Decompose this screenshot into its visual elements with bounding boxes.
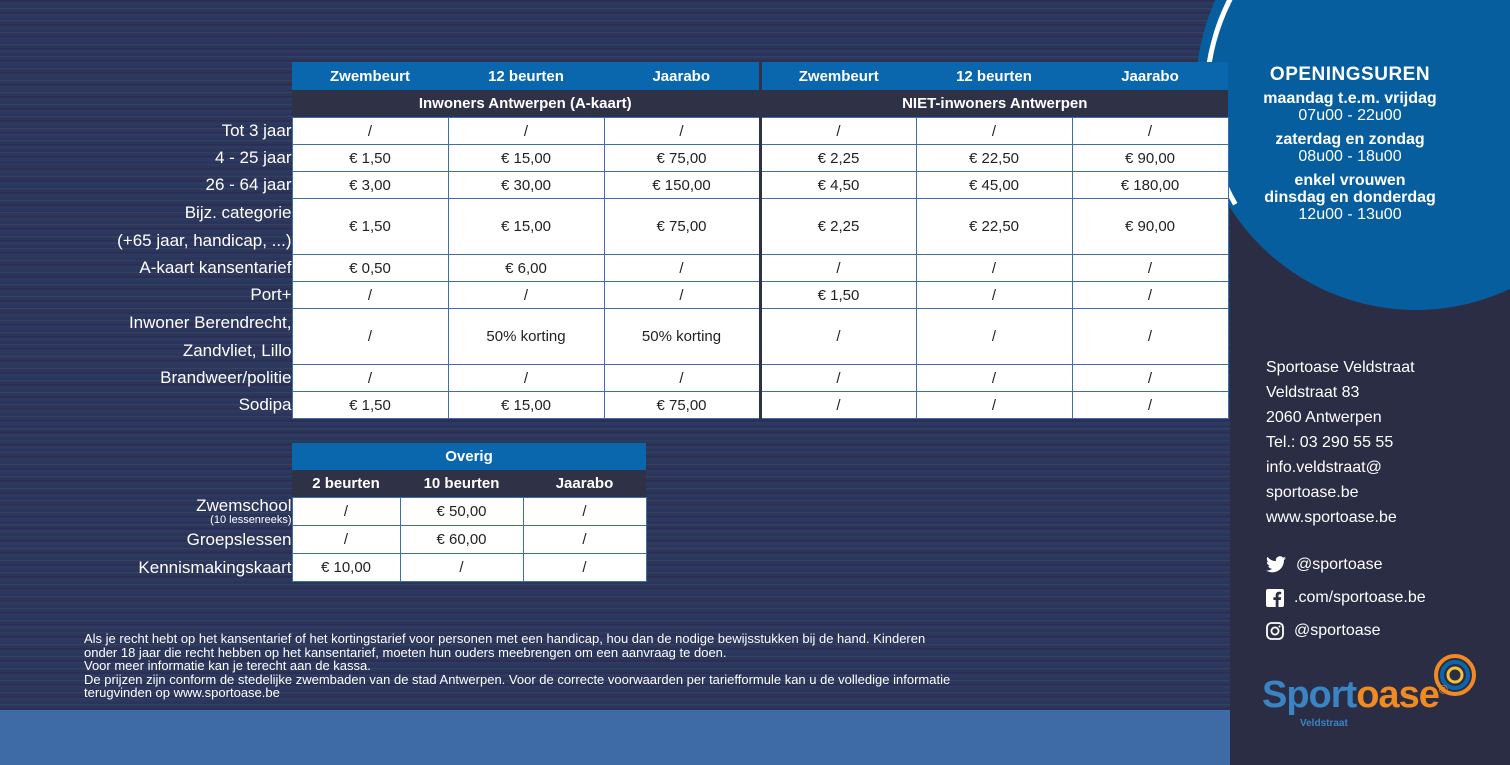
price-row	[84, 392, 1228, 419]
price-cell: € 45,00	[916, 172, 1072, 199]
price-cell: /	[760, 255, 916, 282]
col-header: Jaarabo	[604, 62, 760, 90]
price-cell: /	[448, 118, 604, 145]
row-label	[84, 392, 292, 419]
price-cell: € 2,25	[760, 145, 916, 172]
price-cell: € 90,00	[1072, 199, 1228, 255]
logo-sport: Sport	[1262, 674, 1357, 716]
row-label	[84, 199, 292, 255]
contact-info	[1266, 355, 1415, 530]
price-cell: /	[1072, 365, 1228, 392]
price-row	[84, 145, 1228, 172]
price-cell: /	[292, 365, 448, 392]
price-cell: /	[760, 392, 916, 419]
hours-label-weekdays: maandag t.e.m. vrijdag	[1263, 90, 1437, 107]
hours-value-weekdays: 07u00 - 22u00	[1298, 107, 1402, 124]
price-cell: /	[292, 282, 448, 309]
price-cell: /	[400, 554, 523, 582]
col-header: Jaarabo	[1072, 62, 1228, 90]
price-cell: /	[448, 365, 604, 392]
extra-row	[84, 526, 646, 554]
price-cell: € 75,00	[604, 199, 760, 255]
price-cell: /	[916, 309, 1072, 365]
facebook-link[interactable]	[1266, 581, 1426, 614]
price-cell: € 0,50	[292, 255, 448, 282]
price-cell: 50% korting	[604, 309, 760, 365]
note-line: Als je recht hebt op het kansentarief of het kortingstarief voor personen met een handicap, hou dan de nodige bewijsstukken bij de hand. Kinderen	[84, 631, 926, 646]
price-cell: /	[523, 526, 646, 554]
logo-subtitle: Veldstraat	[1300, 718, 1348, 729]
price-cell: € 90,00	[1072, 145, 1228, 172]
price-cell: € 4,50	[760, 172, 916, 199]
price-cell: /	[1072, 255, 1228, 282]
contact-city: 2060 Antwerpen	[1266, 409, 1382, 426]
row-label-line: Zandvliet, Lillo	[182, 340, 292, 360]
col-header: 12 beurten	[916, 62, 1072, 90]
price-cell: /	[292, 498, 400, 526]
corner	[84, 62, 292, 90]
price-cell: € 50,00	[400, 498, 523, 526]
price-cell: /	[916, 118, 1072, 145]
price-cell: € 1,50	[292, 145, 448, 172]
corner	[84, 443, 292, 470]
row-label	[84, 554, 292, 582]
instagram-icon	[1266, 622, 1284, 640]
price-cell: € 15,00	[448, 199, 604, 255]
price-cell: € 1,50	[292, 199, 448, 255]
price-cell: /	[916, 255, 1072, 282]
note-line: Voor meer informatie kan je terecht aan de kassa.	[84, 658, 371, 673]
logo-mark: ®	[1438, 682, 1447, 697]
contact-email-1[interactable]: info.veldstraat@	[1266, 459, 1382, 476]
row-label-line: A-kaart kansentarief	[139, 258, 292, 277]
price-cell: € 15,00	[448, 145, 604, 172]
contact-website[interactable]: www.sportoase.be	[1266, 509, 1397, 526]
twitter-handle: @sportoase	[1296, 555, 1383, 573]
price-cell: /	[916, 392, 1072, 419]
corner	[84, 90, 292, 118]
group-header-residents: Inwoners Antwerpen (A-kaart)	[292, 90, 760, 118]
row-label-line: Brandweer/politie	[160, 368, 292, 387]
hours-label-women-days: dinsdag en donderdag	[1264, 189, 1436, 206]
price-cell: /	[604, 118, 760, 145]
price-cell: /	[523, 554, 646, 582]
price-row	[84, 199, 1228, 255]
row-sublabel: (10 lessenreeks)	[210, 513, 292, 526]
row-label	[84, 495, 292, 526]
instagram-link[interactable]	[1266, 614, 1426, 647]
price-cell: /	[1072, 118, 1228, 145]
opening-hours-title: OPENINGSUREN	[1269, 64, 1431, 85]
price-cell: € 180,00	[1072, 172, 1228, 199]
hours-label-women: enkel vrouwen	[1294, 172, 1406, 189]
price-row	[84, 309, 1228, 365]
price-cell: € 1,50	[760, 282, 916, 309]
row-label-line: Groepslessen	[186, 529, 292, 549]
row-label-line: Kennismakingskaart	[138, 557, 292, 577]
price-cell: /	[292, 118, 448, 145]
price-cell: € 150,00	[604, 172, 760, 199]
price-cell: /	[916, 282, 1072, 309]
row-label-line: Inwoner Berendrecht,	[128, 312, 292, 332]
row-label-line: Port+	[250, 285, 292, 304]
extra-row	[84, 498, 646, 526]
price-cell: 50% korting	[448, 309, 604, 365]
row-label	[84, 145, 292, 172]
contact-street: Veldstraat 83	[1266, 384, 1360, 401]
price-row	[84, 255, 1228, 282]
col-header: Zwembeurt	[760, 62, 916, 90]
row-label	[84, 172, 292, 199]
row-label-line: (+65 jaar, handicap, ...)	[117, 230, 292, 250]
note-line: terugvinden op www.sportoase.be	[84, 685, 280, 700]
row-label	[84, 526, 292, 554]
price-cell: /	[604, 365, 760, 392]
instagram-handle: @sportoase	[1294, 621, 1381, 639]
price-cell: /	[1072, 392, 1228, 419]
price-cell: /	[1072, 309, 1228, 365]
price-cell: /	[448, 282, 604, 309]
price-row	[84, 172, 1228, 199]
col-header: Jaarabo	[523, 470, 646, 498]
price-cell: € 75,00	[604, 145, 760, 172]
price-row	[84, 118, 1228, 145]
row-label	[84, 118, 292, 145]
row-label	[84, 255, 292, 282]
price-row	[84, 282, 1228, 309]
bottom-band	[0, 710, 1230, 765]
row-label-line: Sodipa	[238, 395, 292, 414]
contact-phone: Tel.: 03 290 55 55	[1266, 434, 1394, 451]
price-cell: € 22,50	[916, 145, 1072, 172]
extra-title: Overig	[292, 443, 646, 470]
price-cell: /	[916, 365, 1072, 392]
opening-hours	[1232, 64, 1468, 230]
note-line: onder 18 jaar die recht hebben op het kansentarief, moeten hun ouders meebrengen om een aanvraag te doen.	[84, 644, 727, 660]
extra-price-table	[84, 443, 647, 582]
twitter-icon	[1266, 556, 1286, 573]
row-label-line: Bijz. categorie	[184, 202, 292, 222]
price-cell: € 75,00	[604, 392, 760, 419]
sportoase-logo	[1262, 652, 1482, 732]
price-cell: /	[523, 498, 646, 526]
hours-value-weekend: 08u00 - 18u00	[1298, 148, 1402, 165]
row-label-line: Tot 3 jaar	[221, 121, 292, 140]
corner	[84, 470, 292, 498]
price-cell: /	[1072, 282, 1228, 309]
col-header: 2 beurten	[292, 470, 400, 498]
price-table	[84, 62, 1229, 419]
col-header: 10 beurten	[400, 470, 523, 498]
facebook-icon	[1266, 589, 1284, 607]
row-label-line: 26 - 64 jaar	[205, 175, 292, 194]
price-cell: € 15,00	[448, 392, 604, 419]
group-header-non-residents: NIET-inwoners Antwerpen	[760, 90, 1228, 118]
footnotes	[84, 632, 1204, 700]
price-cell: € 2,25	[760, 199, 916, 255]
hours-label-weekend: zaterdag en zondag	[1275, 131, 1425, 148]
extra-row	[84, 554, 646, 582]
price-cell: € 10,00	[292, 554, 400, 582]
price-row	[84, 365, 1228, 392]
row-label-line: Zwemschool	[196, 495, 292, 515]
price-cell: € 6,00	[448, 255, 604, 282]
price-cell: /	[604, 255, 760, 282]
row-label	[84, 309, 292, 365]
contact-name: Sportoase Veldstraat	[1266, 359, 1415, 376]
row-label-line: 4 - 25 jaar	[214, 148, 292, 167]
price-cell: € 60,00	[400, 526, 523, 554]
social-links	[1266, 548, 1426, 647]
twitter-link[interactable]	[1266, 548, 1426, 581]
facebook-handle: .com/sportoase.be	[1294, 588, 1426, 606]
logo-oase: oase	[1356, 674, 1439, 716]
price-cell: /	[760, 365, 916, 392]
price-cell: /	[604, 282, 760, 309]
price-cell: /	[760, 309, 916, 365]
logo-wordmark	[1262, 674, 1447, 717]
hours-value-women: 12u00 - 13u00	[1298, 206, 1402, 223]
note-line: De prijzen zijn conform de stedelijke zwembaden van de stad Antwerpen. Voor de correcte voorwaarden per tariefformule kan u de volledige informatie	[84, 671, 951, 687]
price-cell: /	[292, 309, 448, 365]
col-header: Zwembeurt	[292, 62, 448, 90]
price-cell: € 30,00	[448, 172, 604, 199]
row-label	[84, 282, 292, 309]
price-cell: € 1,50	[292, 392, 448, 419]
price-cell: € 3,00	[292, 172, 448, 199]
price-cell: € 22,50	[916, 199, 1072, 255]
col-header: 12 beurten	[448, 62, 604, 90]
price-cell: /	[760, 118, 916, 145]
price-cell: /	[292, 526, 400, 554]
contact-email-2[interactable]: sportoase.be	[1266, 484, 1359, 501]
row-label	[84, 365, 292, 392]
